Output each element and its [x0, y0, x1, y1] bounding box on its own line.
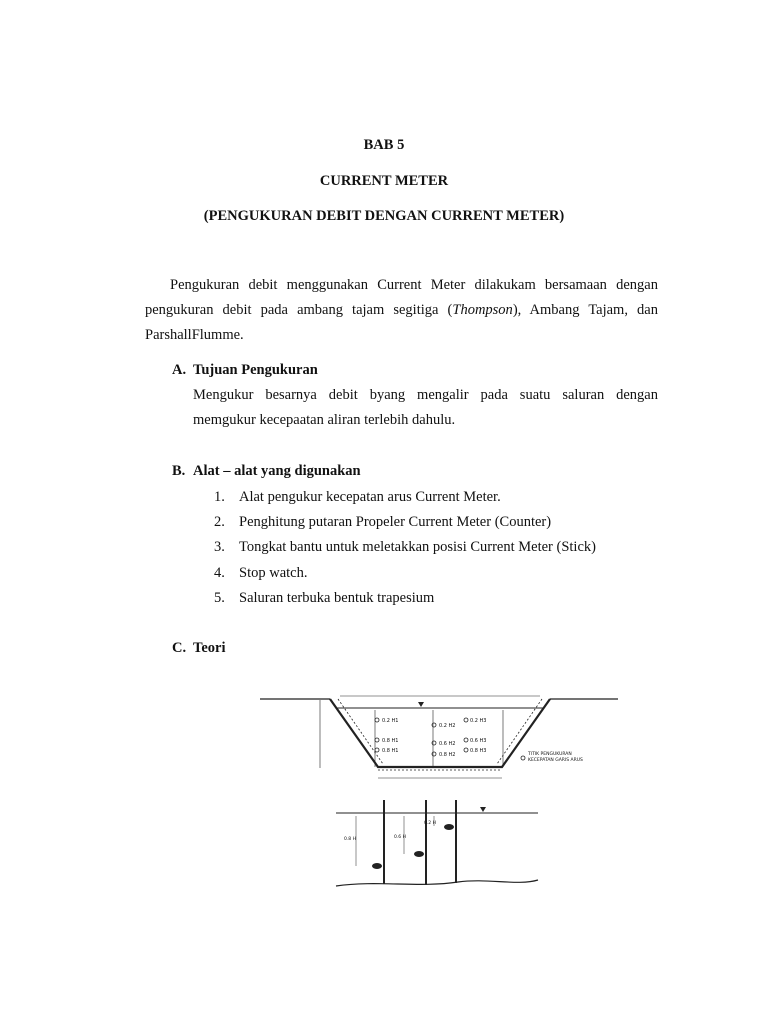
- point-label: 0.2 H3: [470, 718, 487, 724]
- point-label: 0.2 H2: [439, 723, 456, 729]
- list-item: [214, 514, 551, 531]
- measure-point-icon: [375, 748, 379, 752]
- chapter-subtitle: (PENGUKURAN DEBIT DENGAN CURRENT METER): [203, 208, 565, 224]
- point-label: 0.8 H1: [382, 738, 399, 744]
- depth-label: 0.6 H: [394, 835, 406, 840]
- measure-point-icon: [432, 723, 436, 727]
- list-item-number: 5.: [214, 590, 225, 606]
- point-label: 0.6 H2: [439, 741, 456, 747]
- list-item-text: Alat pengukur kecepatan arus Current Meter.: [239, 489, 501, 505]
- depth-label: 0.8 H: [344, 837, 356, 842]
- list-item: [214, 590, 434, 607]
- side-water-level-icon: [480, 807, 486, 812]
- section-a-title: Tujuan Pengukuran: [193, 362, 318, 378]
- intro-italic-term: Thompson: [452, 302, 513, 318]
- section-b-title: Alat – alat yang digunakan: [193, 463, 361, 479]
- list-item-number: 3.: [214, 539, 225, 555]
- section-b-heading: [172, 463, 361, 480]
- side-riverbed: [336, 880, 538, 886]
- current-meter-icon: [444, 824, 454, 830]
- water-level-marker-icon: [418, 702, 424, 707]
- section-c-title: Teori: [193, 640, 226, 656]
- measure-point-icon: [432, 752, 436, 756]
- measure-point-icon: [375, 718, 379, 722]
- legend-text: TITIK PENGUKURAN: [528, 752, 572, 757]
- point-label: 0.8 H1: [382, 748, 399, 754]
- list-item-number: 4.: [214, 565, 225, 581]
- trapezoid-channel-diagram: [258, 688, 620, 894]
- point-label: 0.2 H1: [382, 718, 399, 724]
- chapter-label: BAB 5: [363, 137, 405, 153]
- section-c-heading: [172, 640, 226, 657]
- measure-point-icon: [432, 741, 436, 745]
- intro-text-after: ), Ambang Tajam, dan ParshallFlumme.: [145, 302, 658, 343]
- current-meter-icon: [372, 863, 382, 869]
- point-label: 0.8 H3: [470, 748, 487, 754]
- list-item-number: 1.: [214, 489, 225, 505]
- point-label: 0.6 H3: [470, 738, 487, 744]
- point-label: 0.8 H2: [439, 752, 456, 758]
- list-item-number: 2.: [214, 514, 225, 530]
- section-a-text: Mengukur besarnya debit byang mengalir pada suatu saluran dengan memgukur kecepaatan aliran terlebih dahulu.: [193, 387, 658, 428]
- section-c-letter: C.: [172, 640, 187, 656]
- list-item: [214, 565, 307, 582]
- list-item-text: Penghitung putaran Propeler Current Meter (Counter): [239, 514, 552, 530]
- legend-point-icon: [521, 756, 525, 760]
- measure-point-icon: [375, 738, 379, 742]
- chapter-title: CURRENT METER: [319, 173, 449, 189]
- measure-point-icon: [464, 718, 468, 722]
- legend-text: KECEPATAN GARIS ARUS: [528, 758, 583, 763]
- list-item-text: Tongkat bantu untuk meletakkan posisi Current Meter (Stick): [239, 539, 596, 555]
- list-item-text: Saluran terbuka bentuk trapesium: [239, 590, 435, 606]
- intro-text-before: Pengukuran debit menggunakan Current Meter dilakukam bersamaan dengan pengukuran debit pada ambang tajam segitiga (: [145, 277, 658, 318]
- section-b-letter: B.: [172, 463, 186, 479]
- depth-label: 0.2 H: [424, 821, 436, 826]
- intro-paragraph: [145, 273, 658, 348]
- section-a-heading: [172, 362, 318, 379]
- list-item-text: Stop watch.: [239, 565, 308, 581]
- bank-hatch-left: [338, 699, 383, 764]
- list-item: [214, 539, 596, 556]
- measure-point-icon: [464, 738, 468, 742]
- current-meter-icon: [414, 851, 424, 857]
- section-a-letter: A.: [172, 362, 187, 378]
- list-item: [214, 489, 501, 506]
- measure-point-icon: [464, 748, 468, 752]
